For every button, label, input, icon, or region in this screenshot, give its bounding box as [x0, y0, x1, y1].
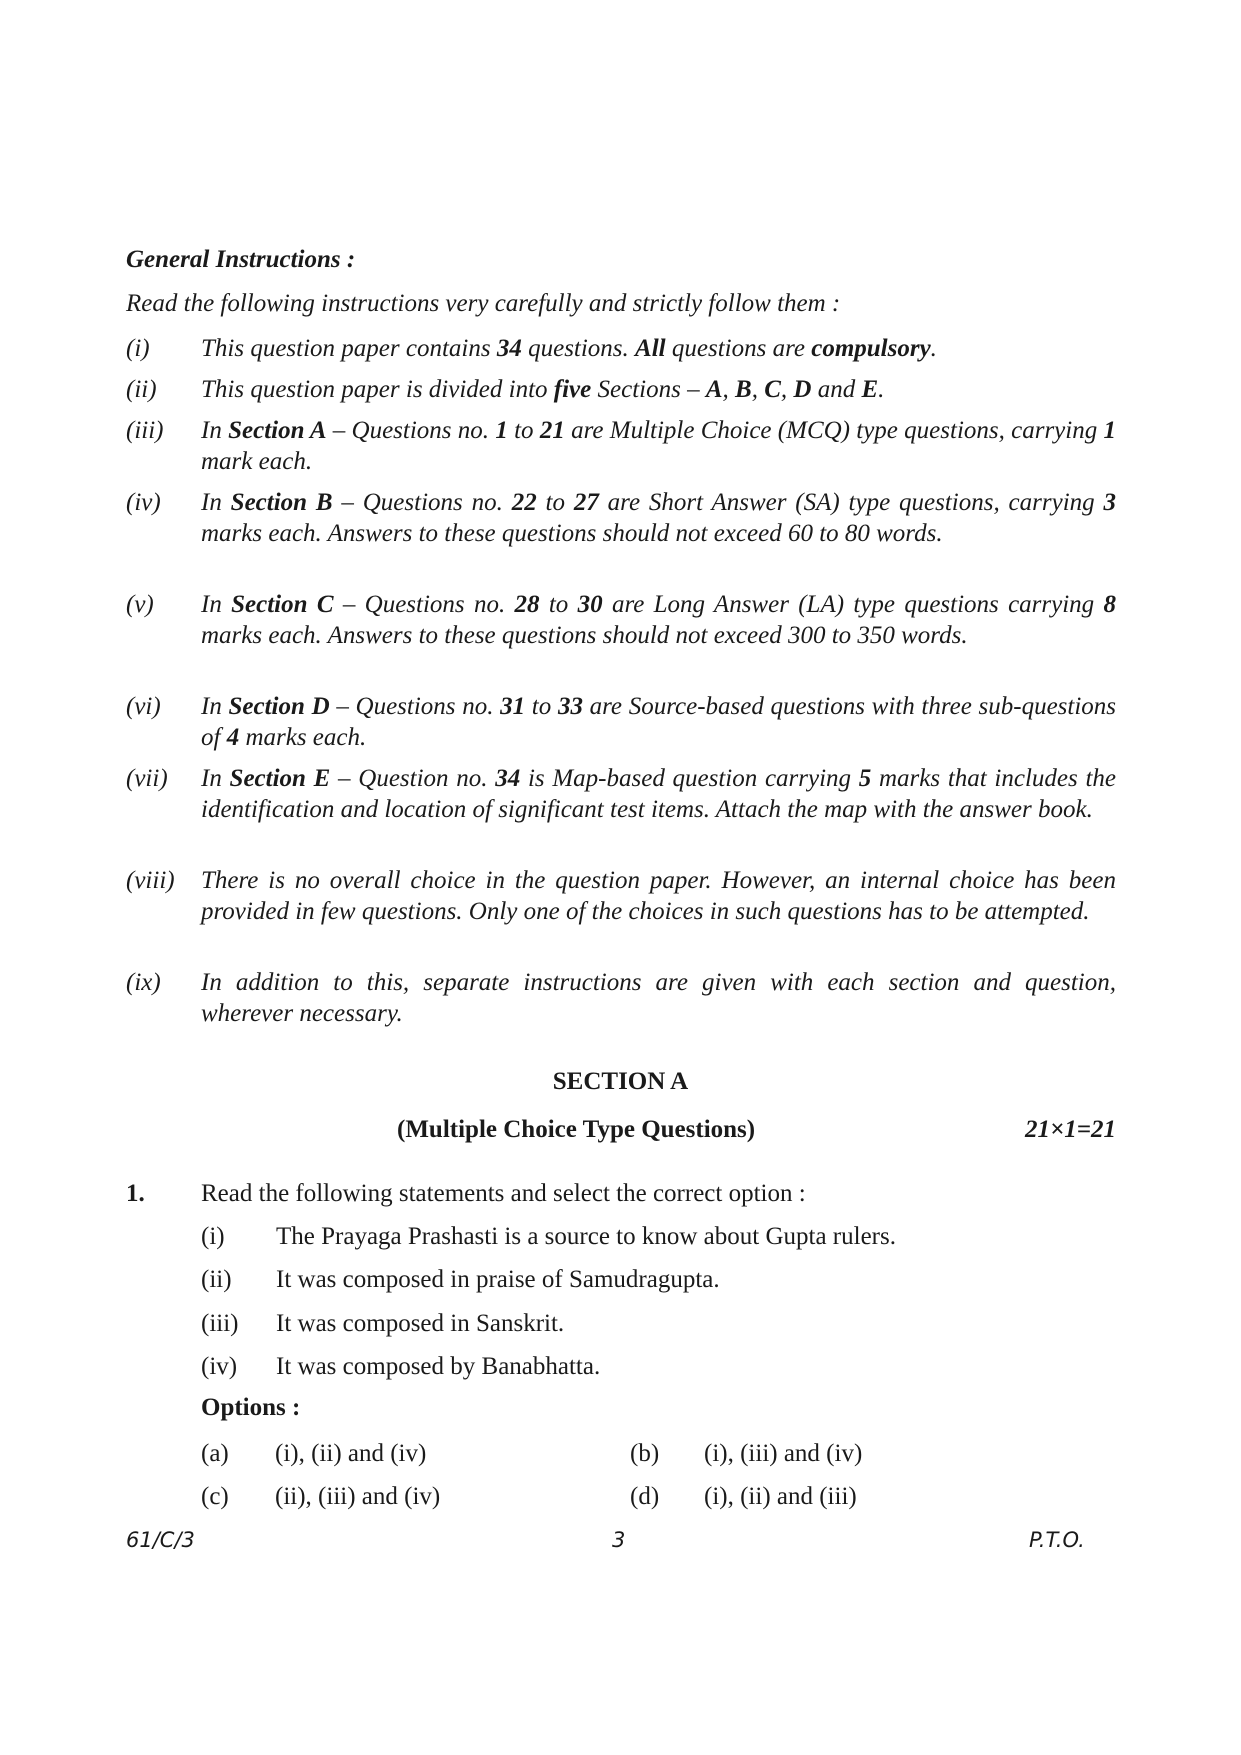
- option-text: (i), (iii) and (iv): [704, 1440, 863, 1467]
- option-letter: (b): [630, 1440, 660, 1467]
- instruction-number: (vi): [126, 693, 161, 720]
- option-text: (i), (ii) and (iv): [275, 1440, 427, 1467]
- instruction-text: In Section D – Questions no. 31 to 33 are Source-based questions with three sub-questions of 4 marks each.: [201, 693, 1117, 751]
- instruction-number: (iii): [126, 417, 164, 444]
- statement-text: It was composed by Banabhatta.: [276, 1353, 601, 1380]
- section-marks: 21×1=21: [1025, 1116, 1116, 1143]
- instruction-item: [126, 590, 1116, 651]
- instruction-item: [126, 866, 1116, 927]
- instruction-item: [126, 334, 1116, 365]
- pto-label: P.T.O.: [1029, 1528, 1085, 1552]
- question-text: Read the following statements and select the correct option :: [201, 1180, 806, 1207]
- statement-number: (iv): [201, 1353, 238, 1380]
- general-instructions-title: General Instructions :: [126, 246, 356, 273]
- statement-number: (i): [201, 1223, 225, 1250]
- statement-number: (ii): [201, 1266, 232, 1293]
- instruction-item: [126, 416, 1116, 477]
- options-label: Options :: [201, 1394, 301, 1421]
- question-number: 1.: [126, 1180, 145, 1207]
- instruction-number: (vii): [126, 765, 168, 792]
- instruction-number: (ix): [126, 969, 161, 996]
- instruction-text: This question paper contains 34 questions. All questions are compulsory.: [201, 335, 937, 362]
- instruction-text: In Section C – Questions no. 28 to 30 are Long Answer (LA) type questions carrying 8 marks each. Answers to these questions should not exceed 300 to 350 words.: [201, 591, 1116, 649]
- option-letter: (c): [201, 1483, 229, 1510]
- general-instructions-intro: Read the following instructions very carefully and strictly follow them :: [126, 290, 841, 317]
- instruction-number: (iv): [126, 489, 161, 516]
- option-text: (ii), (iii) and (iv): [275, 1483, 441, 1510]
- instruction-item: [126, 764, 1116, 825]
- option-letter: (d): [630, 1483, 660, 1510]
- instruction-text: In Section A – Questions no. 1 to 21 are Multiple Choice (MCQ) type questions, carrying 1 mark each.: [201, 417, 1116, 475]
- instruction-item: [126, 375, 1116, 406]
- instruction-number: (ii): [126, 376, 157, 403]
- statement-text: It was composed in Sanskrit.: [276, 1310, 565, 1337]
- statement-text: The Prayaga Prashasti is a source to know about Gupta rulers.: [276, 1223, 896, 1250]
- option-text: (i), (ii) and (iii): [704, 1483, 857, 1510]
- statement-text: It was composed in praise of Samudragupta.: [276, 1266, 720, 1293]
- instruction-number: (viii): [126, 867, 175, 894]
- section-title: SECTION A: [552, 1068, 689, 1095]
- instruction-number: (v): [126, 591, 154, 618]
- instruction-text: There is no overall choice in the question paper. However, an internal choice has been provided in few questions. Only one of the choices in such questions has to be attempted.: [201, 867, 1116, 925]
- instruction-number: (i): [126, 335, 150, 362]
- section-subtitle: (Multiple Choice Type Questions): [397, 1116, 756, 1143]
- instruction-text: In Section E – Question no. 34 is Map-based question carrying 5 marks that includes the identification and location of significant test items. Attach the map with the answer book.: [201, 765, 1116, 823]
- option-letter: (a): [201, 1440, 229, 1467]
- instruction-item: [126, 488, 1116, 549]
- paper-code: 61/C/3: [126, 1528, 195, 1552]
- instruction-item: [126, 692, 1116, 753]
- page-number: 3: [612, 1528, 626, 1552]
- instruction-text: This question paper is divided into five Sections – A, B, C, D and E.: [201, 376, 885, 403]
- statement-number: (iii): [201, 1310, 239, 1337]
- instruction-text: In addition to this, separate instructions are given with each section and question, wherever necessary.: [201, 969, 1116, 1027]
- instruction-item: [126, 968, 1116, 1029]
- instruction-text: In Section B – Questions no. 22 to 27 are Short Answer (SA) type questions, carrying 3 marks each. Answers to these questions should not exceed 60 to 80 words.: [201, 489, 1116, 547]
